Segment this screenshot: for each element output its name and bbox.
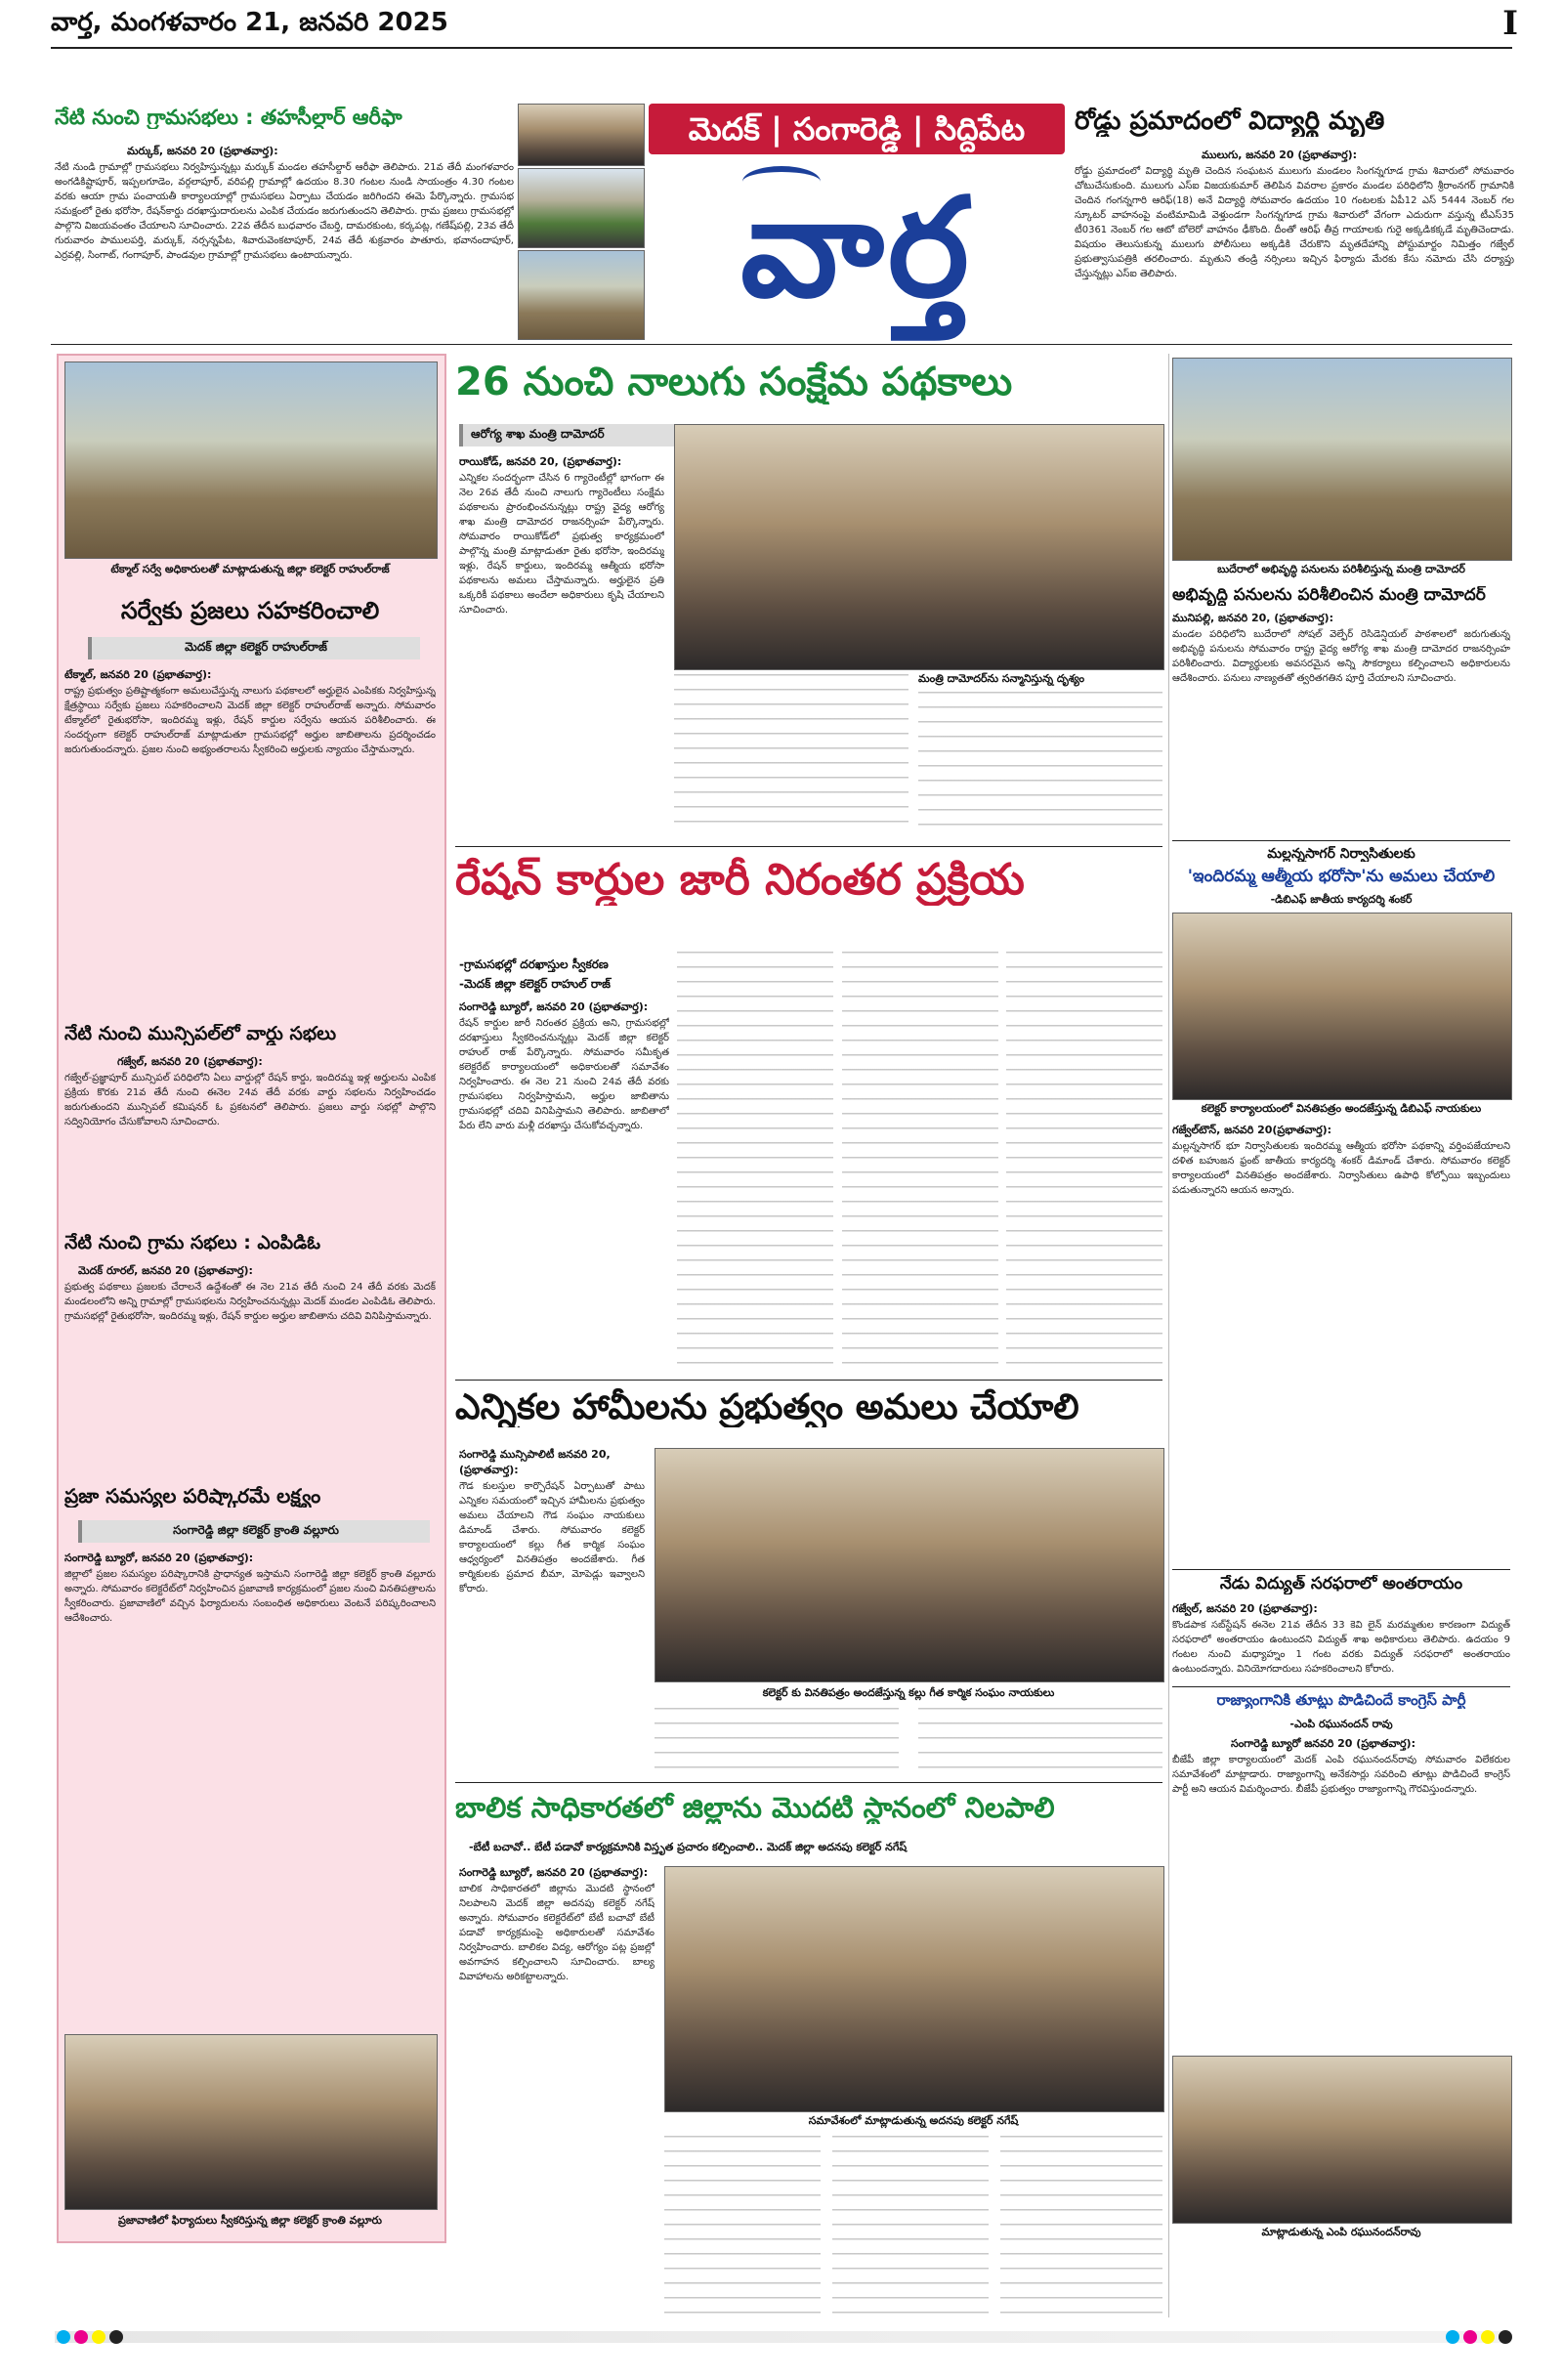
- subheadline: -బేటీ బచావో.. బేటీ పడావో కార్యక్రమానికి విస్తృత ప్రచారం కల్పించాలి.. మెదక్ జిల్లా అదనపు కలెక్టర్ నగేష్: [469, 1841, 908, 1853]
- subheadline: -మెదక్ జిల్లా కలెక్టర్ రాహుల్ రాజ్: [459, 977, 611, 991]
- byline: -డిబిఎఫ్ జాతీయ కార్యదర్శి శంకర్: [1270, 893, 1413, 906]
- dateline: సంగారెడ్డి బ్యూరో, జనవరి 20 (ప్రభాతవార్త):: [64, 1551, 254, 1564]
- photo-prajavani: [64, 2034, 438, 2210]
- headline-development-works: అభివృద్ధి పనులను పరిశీలించిన మంత్రి దామోదర్: [1172, 586, 1486, 605]
- headline-girl-empowerment: బాలిక సాధికారతలో జిల్లాను మొదటి స్థానంలో నిలపాలి: [455, 1792, 1055, 1824]
- story-text: ప్రభుత్వ పథకాలు ప్రజలకు చేరాలనే ఉద్దేశంతో ఈ నెల 21వ తేదీ నుంచి 24 తేదీ వరకు మెదక్ మండలంలోని అన్ని గ్రామాల్లో గ్రామసభలను నిర్వహించనున్నట్లు మెదక్ మండల ఎంపిడిఓ తెలిపారు. గ్రామసభల్లో రైతుభరోసా, ఇందిరమ్మ ఇళ్లు, రేషన్ కార్డుల అర్హుల జాబితాను చదివి వినిపిస్తామన్నారు.: [64, 1282, 436, 1322]
- headline-mpdo: నేటి నుంచి గ్రామ సభలు : ఎంపిడిఓ: [64, 1233, 321, 1254]
- section-rule: [1172, 840, 1510, 841]
- photo-caption: మంత్రి దామోదర్‌ను సన్మానిస్తున్న దృశ్యం: [918, 672, 1085, 685]
- dateline: మునిపల్లి, జనవరి 20, (ప్రభాతవార్త):: [1172, 612, 1333, 624]
- page-header: వార్త, మంగళవారం 21, జనవరి 2025: [51, 8, 448, 37]
- dateline: గజ్వేల్, జనవరి 20 (ప్రభాతవార్త):: [117, 1055, 263, 1068]
- photo-minister-inspection: [1172, 358, 1512, 561]
- dateline: సంగారెడ్డి మున్సిపాలిటీ జనవరి 20, (ప్రభాతవార్త):: [459, 1448, 611, 1476]
- photo-caption: బుదేరాలో అభివృద్ధి పనులను పరిశీలిస్తున్న మంత్రి దామోదర్: [1217, 563, 1465, 575]
- section-rule: [455, 846, 1162, 847]
- photo-minister-felicitation: [674, 424, 1164, 670]
- photo-caption: సమావేశంలో మాట్లాడుతున్న అదనపు కలెక్టర్ నగేష్: [808, 2114, 1019, 2127]
- masthead-banner: మెదక్ | సంగారెడ్డి | సిద్దిపేట: [649, 104, 1065, 154]
- headline-ward-sabhalu: నేటి నుంచి మున్సిపల్‌లో వార్డు సభలు: [64, 1024, 337, 1044]
- photo-toddy-tappers: [655, 1448, 1164, 1682]
- section-rule: [455, 1380, 1162, 1381]
- story-text: ఎన్నికల సందర్భంగా చేసిన 6 గ్యారెంటీల్లో భాగంగా ఈ నెల 26వ తేదీ నుంచి నాలుగు గ్యారెంటీలు సంక్షేమ పథకాలను ప్రారంభించనున్నట్లు రాష్ట్ర వైద్య ఆరోగ్య శాఖ మంత్రి దామోదర రాజనర్సింహ పేర్కొన్నారు. సోమవారం రాయికోడ్‌లో ప్రభుత్వ కార్యక్రమంలో పాల్గొన్న మంత్రి మాట్లాడుతూ రైతు భరోసా, ఇందిరమ్మ ఇళ్లు, రేషన్ కార్డులు, ఇందిరమ్మ ఆత్మీయ భరోసా పథకాలను అమలు చేస్తామన్నారు. అర్హులైన ప్రతి ఒక్కరికీ పథకాలు అందేలా అధికారులు కృషి చేయాలని సూచించారు.: [459, 473, 664, 616]
- text-column-filler: [677, 952, 833, 1368]
- photo-caption: కలెక్టర్ కు వినతిపత్రం అందజేస్తున్న కల్లు గీత కార్మిక సంఘం నాయకులు: [762, 1686, 1055, 1699]
- dateline: మర్కుక్, జనవరి 20 (ప్రభాతవార్త):: [127, 145, 278, 157]
- story-text: బాలిక సాధికారతలో జిల్లాను మొదటి స్థానంలో నిలపాలని మెదక్ జిల్లా అదనపు కలెక్టర్ నగేష్ అన్నారు. సోమవారం కలెక్టరేట్‌లో బేటీ బచావో బేటీ పడావో కార్యక్రమంపై అధికారులతో సమావేశం నిర్వహించారు. బాలికల విద్య, ఆరోగ్యం పట్ల ప్రజల్లో అవగాహన కల్పించాలని సూచించారు. బాల్య వివాహాలను అరికట్టాలన్నారు.: [459, 1884, 655, 1982]
- registration-dot-yellow: [92, 2330, 106, 2344]
- text-column-filler: [664, 2136, 821, 2321]
- photo-collector-survey: [64, 361, 438, 559]
- text-column-filler: [842, 952, 998, 1368]
- dateline: ములుగు, జనవరి 20 (ప్రభాతవార్త):: [1202, 149, 1358, 161]
- byline: -ఎంపి రఘునందన్ రావు: [1289, 1718, 1393, 1730]
- subheadline: మెదక్ జిల్లా కలెక్టర్ రాహుల్‌రాజ్: [88, 637, 420, 659]
- story-text: గజ్వేల్-ప్రజ్ఞాపూర్ మున్సిపల్ పరిధిలోని ఏలు వార్డుల్లో రేషన్ కార్డు, ఇందిరమ్మ ఇళ్ల అర్హులను ఎంపిక ప్రక్రియ కొరకు 21వ తేదీ నుంచి ఈనెల 24వ తేదీ వరకు వార్డు సభలను నిర్వహించడం జరుగుతుందని మున్సిపల్ కమిషనర్ ఓ ప్రకటనలో తెలిపారు. ప్రజలు వార్డు సభల్లో పాల్గొని సద్వినియోగం చేసుకోవాలని సూచించారు.: [64, 1073, 436, 1127]
- headline-road-accident: రోడ్డు ప్రమాదంలో విద్యార్థి మృతి: [1075, 107, 1385, 136]
- dateline: సంగారెడ్డి బ్యూరో జనవరి 20 (ప్రభాతవార్త):: [1231, 1737, 1415, 1750]
- registration-dot-cyan: [57, 2330, 70, 2344]
- registration-dot-magenta: [74, 2330, 88, 2344]
- subheadline: -గ్రామసభల్లో దరఖాస్తుల స్వీకరణ: [459, 957, 609, 971]
- column-divider: [1168, 354, 1169, 2317]
- photo-meeting: [664, 1866, 1164, 2112]
- story-text: రేషన్ కార్డుల జారీ నిరంతర ప్రక్రియ అని, గ్రామసభల్లో దరఖాస్తులు స్వీకరించనున్నట్లు మెదక్ జిల్లా కలెక్టర్ రాహుల్ రాజ్ పేర్కొన్నారు. సోమవారం సమీకృత కలెక్టరేట్ కార్యాలయంలో అధికారులతో సమావేశం నిర్వహించారు. ఈ నెల 21 నుంచి 24వ తేదీ వరకు గ్రామసభలు నిర్వహిస్తామని, అర్హుల జాబితాను గ్రామసభల్లో చదివి వినిపిస్తామని తెలిపారు. జాబితాలో పేరు లేని వారు మళ్లీ దరఖాస్తు చేసుకోవచ్చన్నారు.: [459, 1018, 669, 1131]
- section-rule: [1172, 1569, 1510, 1570]
- dateline: గజ్వేల్, జనవరి 20 (ప్రభాతవార్త):: [1172, 1602, 1318, 1615]
- registration-dot-magenta: [1463, 2330, 1477, 2344]
- photo-caption: కలెక్టర్ కార్యాలయంలో వినతిపత్రం అందజేస్తున్న డిబిఎఫ్ నాయకులు: [1201, 1102, 1482, 1115]
- text-column-filler: [674, 674, 908, 835]
- story-text: రోడ్డు ప్రమాదంలో విద్యార్థి మృతి చెందిన సంఘటన ములుగు మండలం సింగన్నగూడ గ్రామ శివారులో సోమవారం చోటుచేసుకుంది. ములుగు ఎస్ఐ విజయకుమార్ తెలిపిన వివరాల ప్రకారం మండల పరిధిలోని శ్రీరాంనగర్ గ్రామానికి చెందిన గంగన్నగారి ఆరిఫ్(18) అనే విద్యార్థి సోమవారం ఉదయం 10 గంటలకు ఏపీ12 ఎస్ 5444 నెంబర్ గల స్కూటర్ వాహనంపై వంటిమామిడి వెళ్తుండగా సింగన్నగూడ గ్రామ శివారులో వేగంగా ఎదురుగా వస్తున్న టీఎస్35 టీ0361 నెంబర్ గల ఆటో బోలెరో వాహనం ఢీకొంది. దీంతో ఆరిఫ్ తీవ్ర గాయాలకు గురై అక్కడికక్కడే మృతిచెందాడు. విషయం తెలుసుకున్న ములుగు పోలీసులు అక్కడికి చేరుకొని మృతదేహాన్ని పోస్టుమార్టం నిమిత్తం గజ్వేల్ ప్రభుత్వాసుపత్రికి తరలించారు. మృతుని తండ్రి నర్సింలు ఇచ్చిన ఫిర్యాదు మేరకు కేసు నమోదు చేసి దర్యాప్తు చేస్తున్నట్లు ఎస్ఐ తెలిపారు.: [1075, 166, 1514, 279]
- headline-praja-samasyalu: ప్రజా సమస్యల పరిష్కారమే లక్ష్యం: [64, 1485, 321, 1508]
- section-rule: [455, 1782, 1162, 1783]
- text-column-filler: [918, 1708, 1162, 1772]
- text-column-filler: [1000, 2136, 1162, 2321]
- photo-caption: మాట్లాడుతున్న ఎంపి రఘునందన్‌రావు: [1261, 2226, 1421, 2238]
- story-text: రాష్ట్ర ప్రభుత్వం ప్రతిష్టాత్మకంగా అమలుచేస్తున్న నాలుగు పథకాలలో అర్హులైన ఎంపికకు నిర్వహిస్తున్న క్షేత్రస్థాయి సర్వేకు ప్రజలు సహకరించాలని మెదక్ జిల్లా కలెక్టర్ రాహుల్‌రాజ్ అన్నారు. సోమవారం టేక్మాల్‌లో రైతుభరోసా, ఇందిరమ్మ ఇళ్లు, రేషన్ కార్డుల సర్వేను ఆయన పరిశీలించారు. ఈ సందర్భంగా కలెక్టర్ రాహుల్‌రాజ్ మాట్లాడుతూ గ్రామసభల్లో అర్హుల జాబితాలను ప్రదర్శించడం జరుగుతుందన్నారు. ప్రజల నుంచి అభ్యంతరాలను స్వీకరించి అర్హులకు న్యాయం చేస్తామన్నారు.: [64, 686, 436, 755]
- dateline: మెదక్ రూరల్, జనవరి 20 (ప్రభాతవార్త):: [78, 1264, 253, 1277]
- header-rule: [51, 47, 1512, 49]
- story-text: బీజేపీ జిల్లా కార్యాలయంలో మెదక్ ఎంపి రఘునందన్‌రావు సోమవారం విలేకరుల సమావేశంలో మాట్లాడారు. రాజ్యాంగాన్ని అనేకసార్లు సవరించి తూట్లు పొడిచిందే కాంగ్రెస్ పార్టీ అని ఆయన విమర్శించారు. బీజేపీ ప్రభుత్వం రాజ్యాంగాన్ని గౌరవిస్తుందన్నారు.: [1172, 1755, 1510, 1795]
- masthead-logo: వార్త: [740, 168, 973, 328]
- dateline: సంగారెడ్డి బ్యూరో, జనవరి 20 (ప్రభాతవార్త):: [459, 1000, 649, 1013]
- headline-gramasabhalu: నేటి నుంచి గ్రామసభలు : తహసీల్దార్ ఆరీఫా: [55, 106, 402, 129]
- masthead-photo-park: [518, 168, 645, 248]
- subheadline: ఆరోగ్య శాఖ మంత్రి దామోదర్: [459, 424, 674, 446]
- headline-ration-cards: రేషన్ కార్డుల జారీ నిరంతర ప్రక్రియ: [455, 856, 1025, 905]
- headline-power-cut: నేడు విద్యుత్ సరఫరాలో అంతరాయం: [1219, 1575, 1463, 1594]
- photo-caption: టేక్మాల్ సర్వే అధికారులతో మాట్లాడుతున్న జిల్లా కలెక్టర్ రాహుల్‌రాజ్: [110, 563, 390, 575]
- story-text: కొండపాక సబ్‌స్టేషన్ ఈనెల 21వ తేదీన 33 కెవి లైన్ మరమ్మతుల కారణంగా విద్యుత్ సరఫరాలో అంతరాయం ఉంటుందని విద్యుత్ శాఖ అధికారులు తెలిపారు. ఉదయం 9 గంటల నుంచి మధ్యాహ్నం 1 గంట వరకు విద్యుత్ సరఫరాలో అంతరాయం ఉంటుందన్నారు. వినియోగదారులు సహకరించాలని కోరారు.: [1172, 1620, 1510, 1675]
- text-column-filler: [918, 692, 1162, 835]
- text-column-filler: [832, 2136, 989, 2321]
- dateline: గజ్వేల్‌టౌన్, జనవరి 20(ప్రభాతవార్త):: [1172, 1124, 1332, 1136]
- registration-dot-black: [1499, 2330, 1512, 2344]
- photo-caption: ప్రజావాణిలో ఫిర్యాదులు స్వీకరిస్తున్న జిల్లా కలెక్టర్ క్రాంతి వల్లూరు: [118, 2214, 382, 2227]
- section-rule: [1172, 1686, 1510, 1687]
- story-text: జిల్లాలో ప్రజల సమస్యల పరిష్కారానికి ప్రాధాన్యత ఇస్తామని సంగారెడ్డి జిల్లా కలెక్టర్ క్రాంతి వల్లూరు అన్నారు. సోమవారం కలెక్టరేట్‌లో నిర్వహించిన ప్రజావాణి కార్యక్రమంలో ప్రజల నుంచి వినతిపత్రాలను స్వీకరించారు. ప్రజావాణిలో వచ్చిన ఫిర్యాదులను సంబంధిత అధికారులు వెంటనే పరిష్కరించాలని ఆదేశించారు.: [64, 1569, 436, 1624]
- subheadline: మల్లన్నసాగర్ నిర్వాసితులకు: [1267, 846, 1415, 862]
- headline-atmiya-bharosa: 'ఇందిరమ్మ ఆత్మీయ భరోసా'ను అమలు చేయాలి: [1187, 868, 1496, 886]
- dateline: టేక్మాల్, జనవరి 20 (ప్రభాతవార్త):: [64, 668, 212, 681]
- dateline: రాయికోడ్, జనవరి 20, (ప్రభాతవార్త):: [459, 455, 622, 468]
- headline-four-schemes: 26 నుంచి నాలుగు సంక్షేమ పథకాలు: [455, 360, 1013, 404]
- text-column-filler: [655, 1708, 899, 1772]
- story-text: మండల పరిధిలోని బుదేరాలో సోషల్ వెల్ఫేర్ రెసిడెన్షియల్ పాఠశాలలో జరుగుతున్న అభివృద్ధి పనులను సోమవారం రాష్ట్ర వైద్య ఆరోగ్య శాఖ మంత్రి దామోదర రాజనర్సింహ పరిశీలించారు. విద్యార్థులకు అవసరమైన అన్ని సౌకర్యాలు కల్పించాలని అధికారులను ఆదేశించారు. పనులు నాణ్యతతో త్వరితగతిన పూర్తి చేయాలని సూచించారు.: [1172, 629, 1510, 684]
- page-number: I: [1502, 4, 1518, 43]
- photo-dbf-memorandum: [1172, 913, 1512, 1100]
- masthead-photo-temple: [518, 104, 645, 166]
- headline-constitution: రాజ్యాంగానికి తూట్లు పొడిచిందే కాంగ్రెస్ పార్టీ: [1216, 1692, 1466, 1709]
- story-text: మల్లన్నసాగర్ భూ నిర్వాసితులకు ఇందిరమ్మ ఆత్మీయ భరోసా పథకాన్ని వర్తింపజేయాలని దళిత బహుజన ఫ్రంట్ జాతీయ కార్యదర్శి శంకర్ డిమాండ్ చేశారు. సోమవారం కలెక్టర్ కార్యాలయంలో వినతిపత్రం అందజేశారు. నిర్వాసితులు ఉపాధి కోల్పోయి ఇబ్బందులు పడుతున్నారని ఆయన అన్నారు.: [1172, 1141, 1510, 1196]
- registration-dot-yellow: [1481, 2330, 1495, 2344]
- story-text: నేటి నుండి గ్రామాల్లో గ్రామసభలు నిర్వహిస్తున్నట్లు మర్కుక్ మండల తహసీల్దార్ ఆరీఫా తెలిపారు. 21వ తేదీ మంగళవారం అంగడికిష్టాపూర్, ఇప్పలగూడెం, వర్గలాపూర్, వరిపల్లి గ్రామాల్లో ఉదయం 8.30 గంటల నుండి సాయంత్రం 4.30 గంటల వరకు ఆయా గ్రామ పంచాయతీ కార్యాలయాల్లో గ్రామసభలు ఏర్పాటు చేయడం జరిగిందని ఈమె పేర్కొన్నారు. గ్రామసభ సమక్షంలో రైతు భరోసా, రేషన్‌కార్డు దరఖాస్తుదారులను ఎంపిక చేయడం జరుగుతుందని తెలిపారు. గ్రామ ప్రజలు గ్రామసభల్లో పాల్గొని విజయవంతం చేయాలని సూచించారు. 22వ తేదీన బుధవారం చేబర్తి, దామరకుంట, కర్కపట్ల, గణేష్‌పల్లి, 23వ తేదీ గురువారం పాములపర్తి, మర్కుక్, నర్సన్నపేట, శివారువెంకటాపూర్, 24వ తేదీ శుక్రవారం పాతూరు, భవానందాపూర్, ఎర్రవల్లి, సింగాట్, గంగాపూర్, పాండవుల గ్రామాల్లో గ్రామసభలు ఉంటాయన్నారు.: [55, 162, 514, 261]
- dateline: సంగారెడ్డి బ్యూరో, జనవరి 20 (ప్రభాతవార్త):: [459, 1866, 649, 1879]
- print-color-bar: [55, 2331, 1510, 2343]
- story-text: గౌడ కులస్తుల కార్పొరేషన్ ఏర్పాటుతో పాటు ఎన్నికల సమయంలో ఇచ్చిన హామీలను ప్రభుత్వం అమలు చేయాలని గౌడ సంఘం నాయకులు డిమాండ్ చేశారు. సోమవారం కలెక్టర్ కార్యాలయంలో కల్లు గీత కార్మిక సంఘం ఆధ్వర్యంలో వినతిపత్రం అందజేశారు. గీత కార్మికులకు ప్రమాద బీమా, మోపెడ్లు ఇవ్వాలని కోరారు.: [459, 1481, 645, 1594]
- registration-dot-black: [109, 2330, 123, 2344]
- text-column-filler: [1006, 952, 1162, 1368]
- subheadline: సంగారెడ్డి జిల్లా కలెక్టర్ క్రాంతి వల్లూరు: [78, 1520, 430, 1543]
- headline-election-promises: ఎన్నికల హామీలను ప్రభుత్వం అమలు చేయాలి: [455, 1387, 1079, 1427]
- masthead-photo-tower: [518, 250, 645, 340]
- registration-dot-cyan: [1446, 2330, 1459, 2344]
- photo-mp-raghunandan: [1172, 2056, 1512, 2224]
- headline-survey: సర్వేకు ప్రజలు సహకరించాలి: [120, 598, 380, 624]
- section-rule: [51, 344, 1512, 345]
